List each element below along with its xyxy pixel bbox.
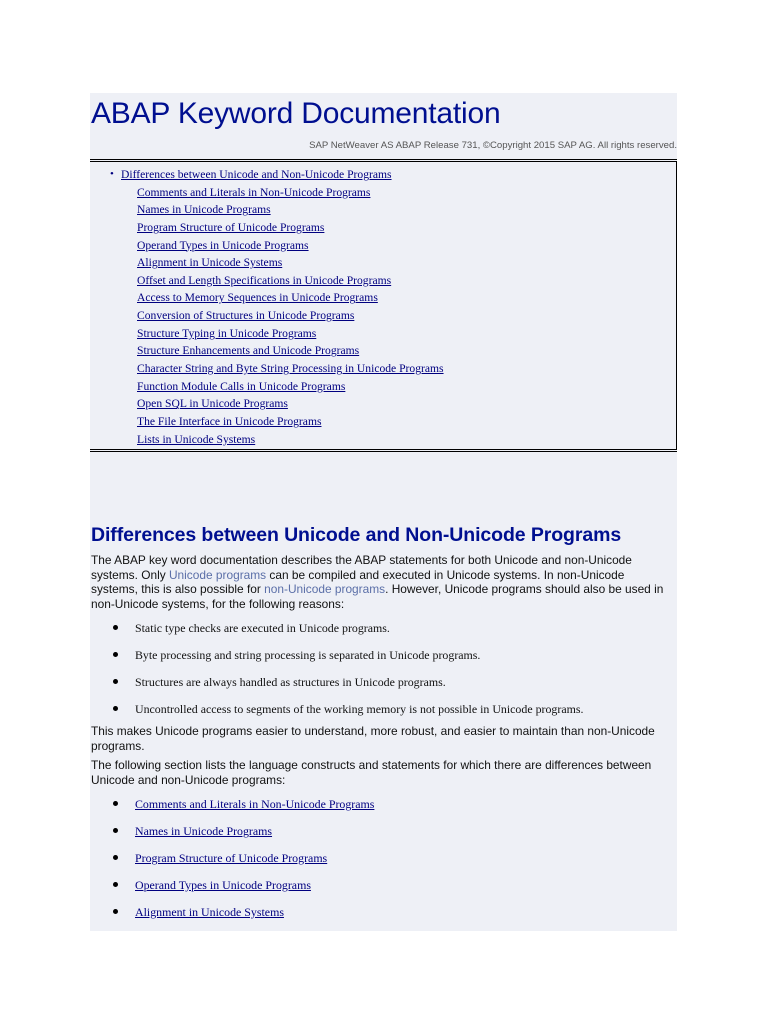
list-item (90, 878, 677, 905)
toc-item-main (90, 166, 676, 184)
toc-link[interactable]: Conversion of Structures in Unicode Programs (137, 309, 355, 323)
toc-link[interactable]: Function Module Calls in Unicode Programs (137, 379, 346, 393)
bullet-icon (113, 706, 118, 711)
toc-link-differences[interactable]: Differences between Unicode and Non-Unicode Programs (121, 168, 392, 181)
toc-item (90, 378, 676, 396)
toc-item (90, 360, 676, 378)
toc-link[interactable]: The File Interface in Unicode Programs (137, 414, 322, 428)
page-title: ABAP Keyword Documentation (91, 97, 501, 130)
toc-item (90, 342, 676, 360)
bullet-icon (113, 625, 118, 630)
bullet-icon (113, 909, 118, 914)
toc-list (90, 166, 676, 448)
list-item (90, 824, 677, 851)
toc-item (90, 431, 676, 449)
toc-link[interactable]: Comments and Literals in Non-Unicode Programs (137, 185, 371, 199)
reason-text: Byte processing and string processing is separated in Unicode programs. (135, 648, 481, 662)
toc-item (90, 254, 676, 272)
document-page (90, 93, 677, 931)
toc-link[interactable]: Lists in Unicode Systems (137, 432, 256, 446)
bullet-icon (113, 882, 118, 887)
toc-item (90, 395, 676, 413)
list-item (90, 648, 677, 675)
toc-item (90, 413, 676, 431)
toc-link[interactable]: Open SQL in Unicode Programs (137, 397, 288, 411)
toc-link[interactable]: Alignment in Unicode Systems (137, 256, 283, 270)
toc-item (90, 184, 676, 202)
reason-text: Static type checks are executed in Unicode programs. (135, 621, 390, 635)
list-item (90, 621, 677, 648)
bullet-icon (113, 679, 118, 684)
list-item (90, 797, 677, 824)
constructs-paragraph: The following section lists the language constructs and statements for which there are differences between Unicode and non-Unicode programs: (91, 758, 652, 787)
reason-text: Uncontrolled access to segments of the working memory is not possible in Unicode programs. (135, 702, 584, 716)
toc-link[interactable]: Structure Enhancements and Unicode Programs (137, 344, 360, 358)
bullet-icon (113, 855, 118, 860)
section-link[interactable]: Alignment in Unicode Systems (135, 905, 284, 919)
toc-link[interactable]: Names in Unicode Programs (137, 203, 271, 217)
toc-link[interactable]: Access to Memory Sequences in Unicode Programs (137, 291, 378, 305)
toc-link[interactable]: Offset and Length Specifications in Unicode Programs (137, 273, 392, 287)
bullet-icon (113, 652, 118, 657)
section-link[interactable]: Operand Types in Unicode Programs (135, 878, 311, 892)
toc-item (90, 289, 676, 307)
section-link[interactable]: Names in Unicode Programs (135, 824, 273, 838)
list-item (90, 905, 677, 931)
table-of-contents (90, 159, 677, 452)
bullet-icon: • (110, 168, 114, 180)
toc-link[interactable]: Program Structure of Unicode Programs (137, 220, 325, 234)
toc-link[interactable]: Structure Typing in Unicode Programs (137, 326, 317, 340)
toc-item (90, 272, 676, 290)
toc-link[interactable]: Operand Types in Unicode Programs (137, 238, 309, 252)
section-link[interactable]: Comments and Literals in Non-Unicode Programs (135, 797, 375, 811)
toc-item (90, 201, 676, 219)
toc-item (90, 325, 676, 343)
toc-item (90, 307, 676, 325)
bullet-icon (113, 828, 118, 833)
intro-text: . However, Unicode programs should also be used in non-Unicode systems, for the following reasons: (91, 582, 664, 611)
toc-item (90, 237, 676, 255)
constructs-links-list (90, 797, 677, 931)
copyright-notice: SAP NetWeaver AS ABAP Release 731, ©Copyright 2015 SAP AG. All rights reserved. (309, 140, 677, 151)
reasons-list (90, 621, 677, 729)
intro-paragraph (91, 553, 671, 611)
list-item (90, 675, 677, 702)
list-item (90, 851, 677, 878)
reason-text: Structures are always handled as structures in Unicode programs. (135, 675, 446, 689)
bullet-icon (113, 801, 118, 806)
maintainability-paragraph: This makes Unicode programs easier to understand, more robust, and easier to maintain than non-Unicode programs. (91, 724, 655, 753)
intro-text: can be compiled and executed in Unicode systems. In non-Unicode systems, this is also possible for (91, 567, 625, 596)
non-unicode-programs-link[interactable]: non-Unicode programs (264, 582, 386, 596)
toc-link[interactable]: Character String and Byte String Processing in Unicode Programs (137, 362, 444, 376)
intro-text: The ABAP key word documentation describes the ABAP statements for both Unicode and non-Unicode systems. Only (91, 553, 632, 582)
toc-item (90, 219, 676, 237)
section-link[interactable]: Program Structure of Unicode Programs (135, 851, 328, 865)
section-title: Differences between Unicode and Non-Unicode Programs (91, 524, 622, 546)
unicode-programs-link[interactable]: Unicode programs (168, 567, 267, 582)
